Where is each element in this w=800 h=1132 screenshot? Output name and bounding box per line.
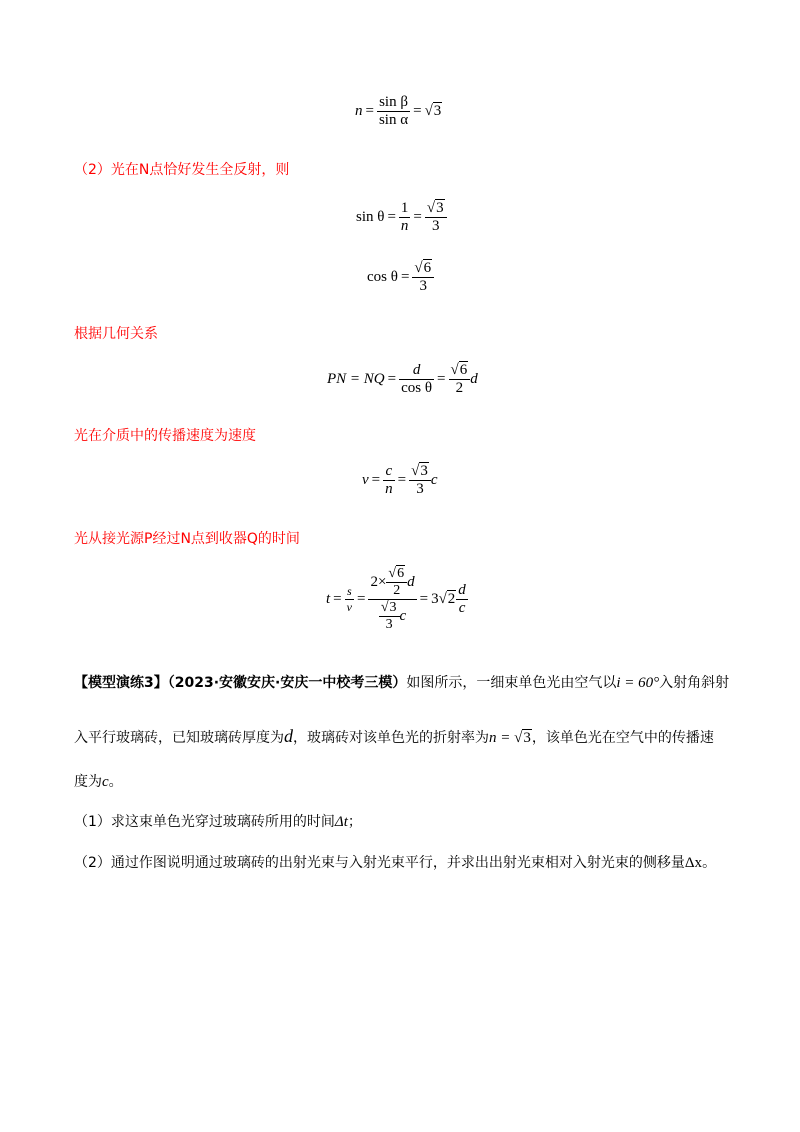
equation-sin-theta: sin θ = $\frac{1}{n}$ = $\frac{√3}{3}$ bbox=[356, 200, 447, 235]
problem-line-1: 【模型演练3】（2023·安徽安庆·安庆一中校考三模）如图所示，一细束单色光由空气以i = 60°入射角斜射 bbox=[74, 675, 730, 691]
eq6-big-frac: 2× $\frac{√6}{2}$ d $\frac{√3}{3}$ c bbox=[370, 566, 415, 632]
eq2-lhs: sin θ bbox=[356, 209, 385, 225]
equation-refractive-index: n = $\frac{\text{sin β}}{\text{sin α}}$ = √3 bbox=[355, 94, 442, 128]
equation-cos-theta: cos θ = $\frac{√6}{3}$ bbox=[367, 260, 434, 295]
eq6-lhs: t bbox=[326, 591, 331, 607]
eq3-lhs: cos θ bbox=[367, 269, 398, 285]
eq6-sqrt: √2 bbox=[438, 591, 456, 607]
eq4-frac2: $\frac{√6}{2}$ bbox=[449, 362, 471, 397]
equation-pn-nq: PN = NQ = $\frac{d}{\text{cos θ}}$ = $\frac{√6}{2}$ d bbox=[327, 362, 478, 396]
eq1-fraction bbox=[377, 94, 410, 129]
eq1-sqrt: √3 bbox=[424, 103, 442, 119]
eq5-frac2: $\frac{√3}{3}$ bbox=[409, 463, 431, 498]
incidence-angle: i = 60° bbox=[616, 675, 660, 691]
eq4-lhs: PN = NQ bbox=[327, 371, 385, 387]
delta-x-symbol: Δx bbox=[684, 855, 703, 871]
equation-time: t = $\frac{s}{v}$ = 2× $\frac{√6}{2}$ d $\frac{√3}{3}$ c = 3 √2 $\frac{d}{c}$ bbox=[326, 566, 466, 632]
time-label: 光从接光源P经过N点到收器Q的时间 bbox=[74, 531, 300, 547]
eq2-frac1: $\frac{1}{n}$ bbox=[400, 200, 409, 234]
eq6-coef: 3 bbox=[431, 591, 439, 607]
speed-label: 光在介质中的传播速度为速度 bbox=[74, 428, 256, 444]
eq1-num: sin β bbox=[379, 94, 408, 110]
index-eq: n = bbox=[489, 730, 515, 746]
question-1: （1）求这束单色光穿过玻璃砖所用的时间Δt； bbox=[74, 814, 362, 830]
eq5-tail: c bbox=[430, 472, 438, 488]
delta-t-symbol: Δt bbox=[334, 814, 348, 830]
eq1-lhs: n bbox=[355, 103, 363, 119]
eq4-frac1: $\frac{d}{\text{cos θ}}$ bbox=[401, 362, 433, 396]
eq4-tail: d bbox=[470, 371, 478, 387]
problem-tag: 【模型演练3】 bbox=[74, 675, 168, 691]
question-2: （2）通过作图说明通过玻璃砖的出射光束与入射光束平行，并求出出射光束相对入射光束的侧移量Δx。 bbox=[74, 855, 717, 871]
eq3-frac: $\frac{√6}{3}$ bbox=[412, 260, 434, 295]
eq1-den: sin α bbox=[378, 112, 409, 128]
speed-symbol: c bbox=[102, 774, 109, 790]
eq2-frac2: $\frac{√3}{3}$ bbox=[425, 200, 447, 235]
problem-source: （2023·安徽安庆·安庆一中校考三模） bbox=[167, 675, 407, 691]
part2-heading: （2）光在N点恰好发生全反射，则 bbox=[74, 162, 290, 178]
thickness-symbol: d bbox=[284, 726, 293, 746]
equation-velocity: v = $\frac{c}{n}$ = $\frac{√3}{3}$ c bbox=[362, 463, 438, 497]
geometry-label: 根据几何关系 bbox=[74, 326, 158, 342]
eq5-frac1: $\frac{c}{n}$ bbox=[385, 463, 393, 497]
eq6-frac-dc: $\frac{d}{c}$ bbox=[458, 582, 466, 616]
problem-line-3: 度为c。 bbox=[74, 774, 123, 790]
eq5-lhs: v bbox=[362, 472, 369, 488]
eq6-frac-sv: $\frac{s}{v}$ bbox=[346, 584, 352, 614]
problem-line-2: 入平行玻璃砖，已知玻璃砖厚度为d，玻璃砖对该单色光的折射率为n = √3，该单色光在空气中的传播速 bbox=[74, 726, 714, 746]
